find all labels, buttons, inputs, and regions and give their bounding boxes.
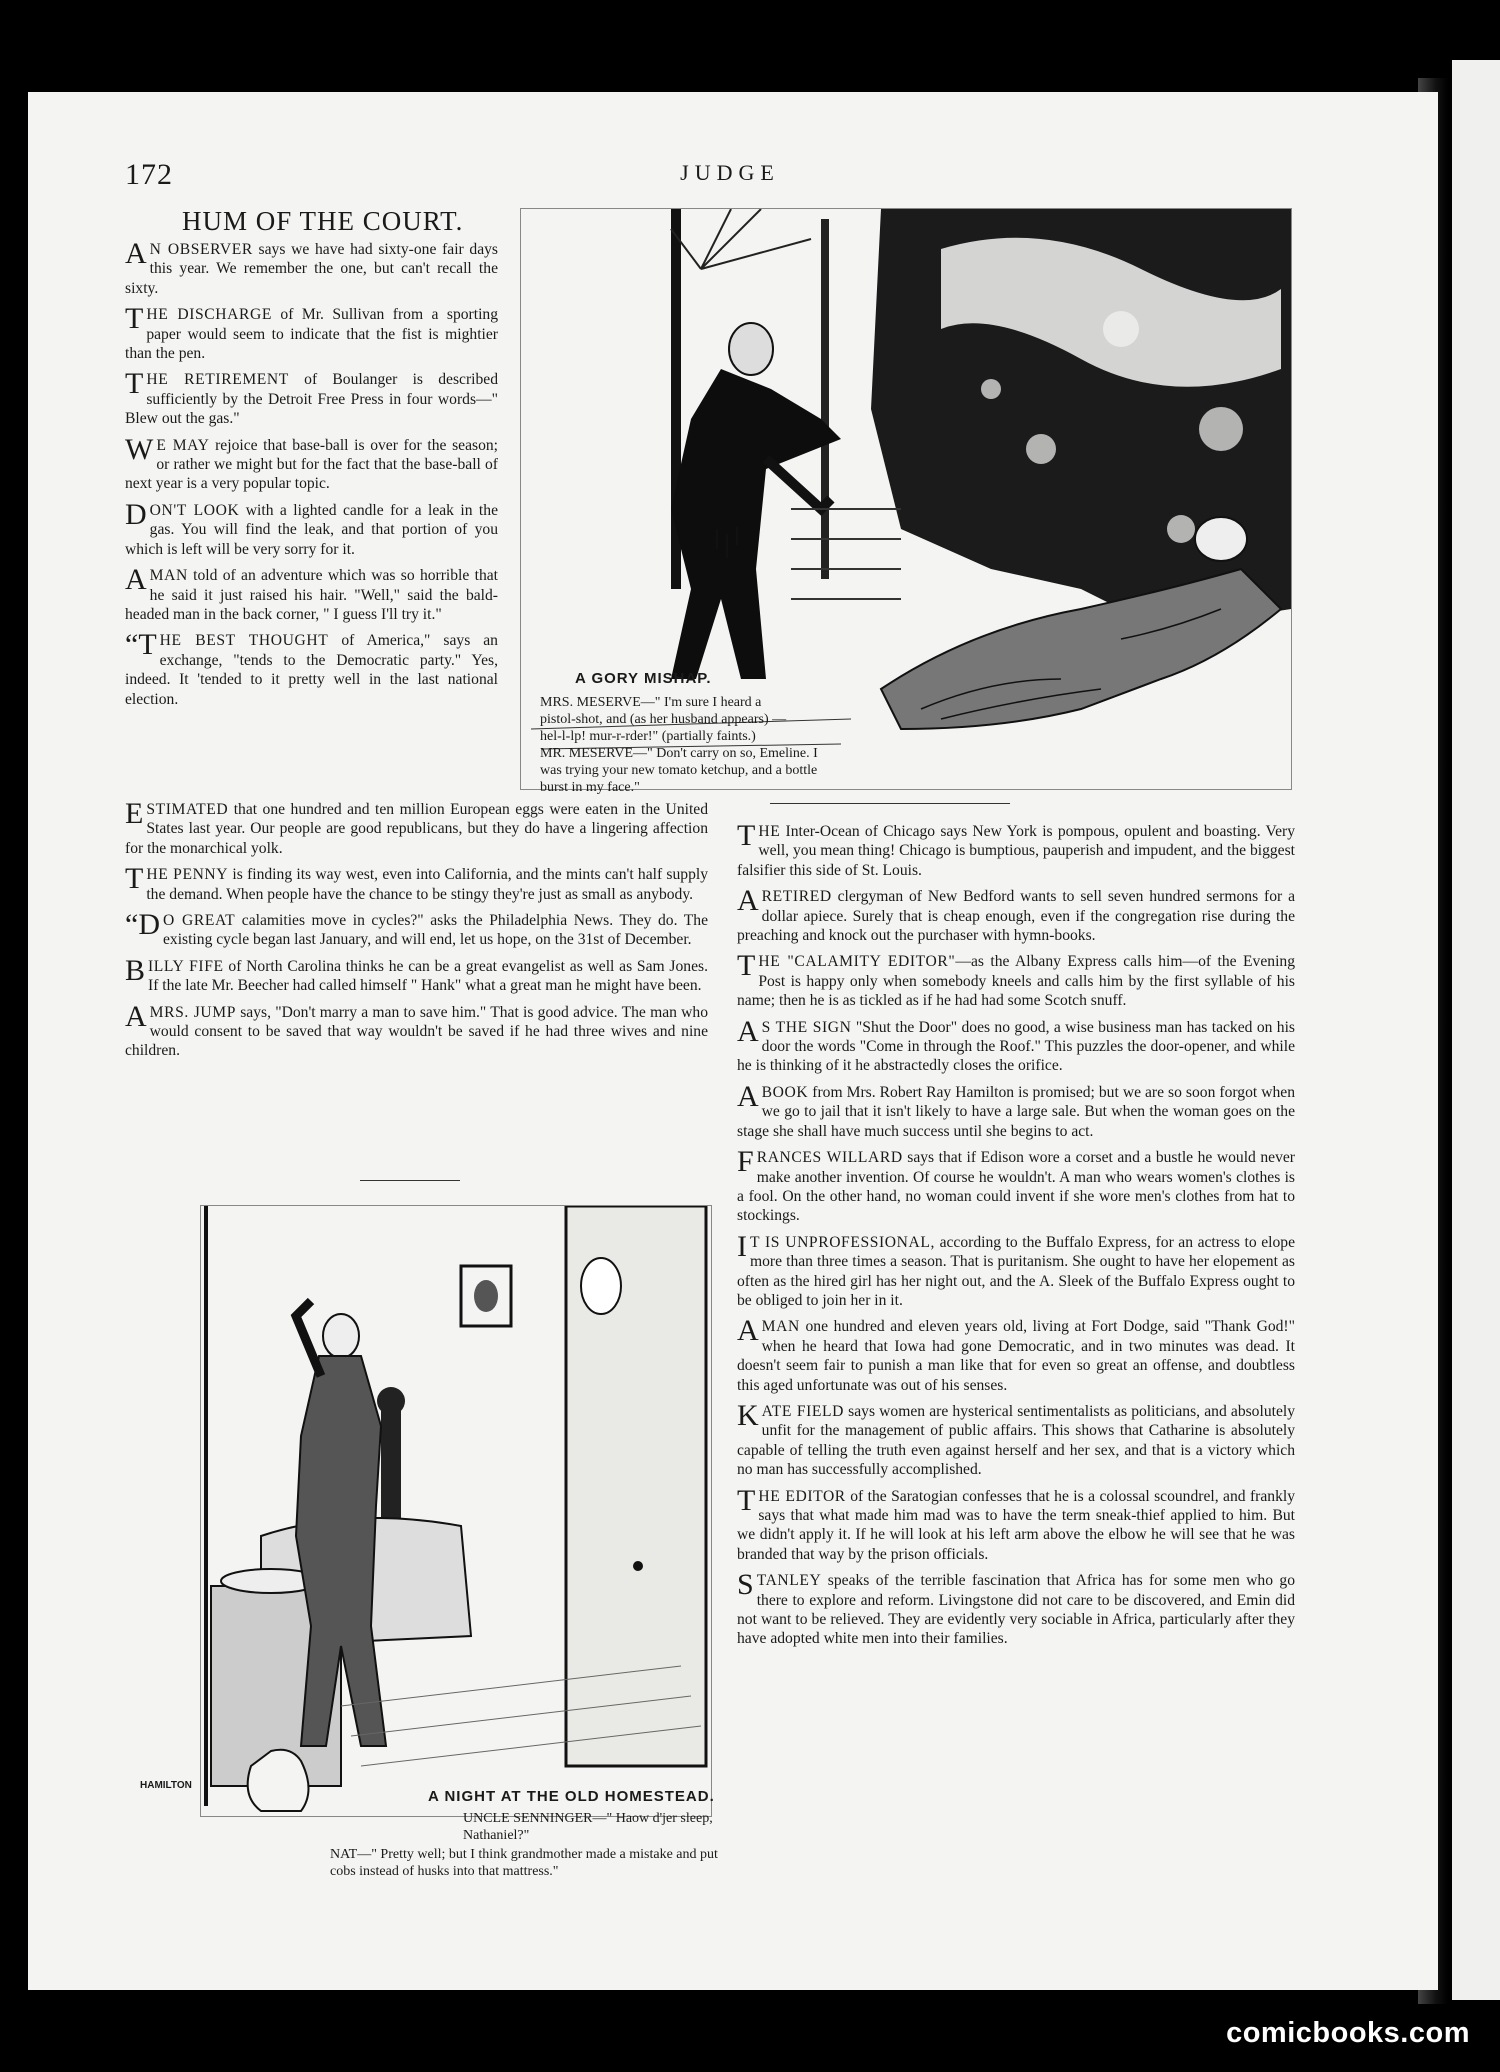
drop-cap: A [125,563,147,597]
cartoon2-caption-1: UNCLE SENNINGER—" Haow d'jer sleep, Nathaniel?" [463,1811,713,1843]
old-homestead-drawing [201,1206,711,1816]
page-number: 172 [125,158,173,191]
lead-in: S THE SIGN [761,1018,852,1036]
cartoon2-caption-2: NAT—" Pretty well; but I think grandmother made a mistake and put cobs instead of husks into that mattress." [330,1847,718,1879]
paragraph [125,563,498,624]
drop-cap: T [125,862,144,896]
paragraph-text: of Boulanger is described sufficiently by the Detroit Free Press in four words—" Blew out the gas." [125,371,498,428]
cartoon1-caption-2: MR. MESERVE—" Don't carry on so, Emeline. I was trying your new tomato ketchup, and a bottle burst in my face." [540,746,818,795]
paragraph [125,862,708,904]
paragraph-text: rejoice that base-ball is over for the season; or rather we might but for the fact that the base-ball of next year is a very popular topic. [125,436,498,493]
paragraph-text: of the Saratogian confesses that he is a colossal scoundrel, and frankly says that what made him mad was to have the term sneak-thief applied to him. But we didn't apply it. If he will look at his left arm above the elbow he will see that he was branded that way by the prison officials. [737,1487,1295,1563]
paragraph-text: says we have had sixty-one fair days this year. We remember the one, but can't recall the sixty. [125,241,498,297]
paragraph [125,367,498,428]
lead-in: HE "CALAMITY EDITOR" [758,953,956,971]
paragraph-text: "Shut the Door" does no good, a wise business man has tacked on his door the words "Come in through the Roof." This puzzles the door-opener, and while he is thinking of it he abstractedly closes the orifice. [737,1018,1295,1075]
drop-cap: T [737,949,756,983]
drop-cap: A [737,1014,759,1048]
drop-cap: A [125,237,147,270]
paragraph-text: with a lighted candle for a leak in the gas. You will find the leak, and that portion of you which is left will be very sorry for it. [125,501,498,558]
paragraph [125,908,708,950]
next-page-edge [1452,60,1500,2000]
paragraph [737,1229,1295,1311]
lead-in: N OBSERVER [149,241,253,258]
lead-in: HE [758,823,781,840]
drop-cap: B [125,953,146,987]
lead-in: O GREAT [162,912,236,930]
paragraph [125,302,498,363]
lead-in: MAN [761,1318,800,1336]
paragraph [737,1145,1295,1226]
lead-in: STIMATED [146,801,229,818]
drop-cap: “T [125,628,157,662]
drop-cap: A [125,999,147,1033]
paragraph [125,628,498,709]
paragraph-text: of North Carolina thinks he can be a great evangelist as well as Sam Jones. If the late Mr. Beecher had called himself " Hank" what a great man he might have been. [148,957,708,995]
drop-cap: A [737,884,759,918]
paragraph-text: is finding its way west, even into California, and the mints can't half supply the demand. When people have the chance to be stingy they're just as small as anybody. [146,866,708,903]
paragraph [125,953,708,996]
lead-in: HE RETIREMENT [146,371,289,389]
lead-in: ON'T LOOK [149,501,240,519]
paragraph [125,999,708,1061]
drop-cap: T [737,1483,756,1517]
watermark: comicbooks.com [1226,2017,1470,2049]
lead-in: BOOK [761,1083,809,1101]
cartoon1-caption-1: MRS. MESERVE—" I'm sure I heard a pistol-shot, and (as her husband appears) —hel-l-lp! mur-r-rder!" (partially faints.) [540,695,787,744]
paragraph [737,884,1295,945]
lead-in: RANCES WILLARD [756,1149,903,1167]
paragraph [737,1314,1295,1395]
cartoon2-title: A NIGHT AT THE OLD HOMESTEAD. [428,1788,715,1805]
section-title: HUM OF THE COURT. [182,206,464,236]
paragraph-text: calamities move in cycles?" asks the Philadelphia News. They do. The existing cycle began last January, and will end, let us hope, on the 31st of December. [162,912,708,949]
paragraph-text: told of an adventure which was so horrible that he said it just raised his hair. "Well," said the bald-headed man in the back corner, " I guess I'll try it." [125,567,498,623]
lead-in: ILLY FIFE [148,957,224,975]
lead-in: RETIRED [761,888,832,906]
paragraph [737,1014,1295,1076]
paragraph-text: of Mr. Sullivan from a sporting paper would seem to indicate that the fist is mightier than the pen. [125,306,498,363]
lead-in: E MAY [156,436,210,454]
drop-cap: I [737,1229,747,1263]
lead-in: HE EDITOR [758,1487,846,1505]
drop-cap: T [125,367,144,401]
lead-in: T IS UNPROFESSIONAL, [750,1233,936,1251]
paragraph-text: from Mrs. Robert Ray Hamilton is promised; but we are so soon forgot when we go to jail that it isn't likely to have a large sale. But when the woman goes on the stage she shall have much success until she begins to act. [737,1083,1295,1140]
paragraph-text: —as the Albany Express calls him—of the Evening Post is happy only when somebody kneels and calls him by the first syllable of his name; then he is as tickled as if he had had some Scotch snuff. [737,953,1295,1010]
column-1 [125,237,498,716]
divider-rule-2 [360,1180,460,1181]
masthead: JUDGE [680,160,780,185]
lead-in: MAN [149,567,188,585]
drop-cap: D [125,497,147,531]
lead-in: HE DISCHARGE [146,306,272,324]
artist-signature: HAMILTON [140,1780,192,1791]
paragraph-text: of America," says an exchange, "tends to the Democratic party." Yes, indeed. It 'tended to it pretty well in the last national election. [125,632,498,708]
paragraph [737,1568,1295,1649]
drop-cap: E [125,797,144,830]
paragraph-text: clergyman of New Bedford wants to sell seven hundred sermons for a dollar apiece. Surely that is cheap enough, even if the congregation rise during the preaching and knock out the purchaser with hymn-books. [737,888,1295,945]
drop-cap: T [125,302,144,336]
paragraph-text: speaks of the terrible fascination that Africa has for some men who go there to explore and reform. Livingstone did not care to be discovered, and Emin did not want to be relieved. They are evidently very sociable in Africa, particularly after they have adopted white men into their families. [737,1572,1295,1648]
paragraph [125,797,708,858]
paragraph [125,497,498,559]
paragraph-text: Inter-Ocean of Chicago says New York is pompous, opulent and boasting. Very well, you mean thing! Chicago is bumptious, pauperish and impudent, and the biggest falsifier this side of St. Louis. [737,823,1295,879]
lead-in: ATE FIELD [761,1402,844,1420]
paragraph [737,949,1295,1010]
drop-cap: A [737,1314,759,1348]
paragraph [737,1398,1295,1480]
drop-cap: S [737,1568,754,1602]
column-right [737,819,1295,1656]
drop-cap: W [125,432,154,466]
paragraph [737,1079,1295,1141]
paragraph-text: that one hundred and ten million European eggs were eaten in the United States last year. Our people are good republicans, but they do have a lingering affection for the monarchical yolk. [125,801,708,857]
paragraph-text: according to the Buffalo Express, for an actress to elope more than three times a season. That is puritanism. She ought to have her elopement as often as the hired girl has her night out, and the A. Sleek of the Buffalo Express ought to be obliged to join her in it. [737,1233,1295,1309]
drop-cap: “D [125,908,160,942]
paragraph [737,1483,1295,1565]
paragraph-text: says that if Edison wore a corset and a bustle he would never make another invention. Of course he wouldn't. A man who wears women's clothes is a fool. On the other hand, no woman could invent if she wore men's clothes from hat to stockings. [737,1149,1295,1225]
lead-in: HE BEST THOUGHT [159,632,329,650]
cartoon1-title: A GORY MISHAP. [575,670,712,687]
paragraph [125,237,498,298]
lead-in: MRS. JUMP [149,1003,237,1021]
lead-in: TANLEY [756,1572,822,1590]
drop-cap: A [737,1079,759,1113]
lead-in: HE PENNY [146,866,229,884]
paragraph [125,432,498,494]
cartoon-old-homestead [200,1205,712,1817]
column-lower-left [125,797,708,1068]
paragraph [737,819,1295,880]
drop-cap: T [737,819,756,852]
paragraph-text: says, "Don't marry a man to save him." That is good advice. The man who would consent to be saved that way wouldn't be saved if he had three wives and nine children. [125,1003,708,1060]
drop-cap: F [737,1145,754,1179]
divider-rule [770,803,1010,804]
drop-cap: K [737,1398,759,1432]
paragraph-text: says women are hysterical sentimentalists as politicians, and absolutely unfit for the management of public affairs. This shows that Catharine is absolutely capable of telling the truth even against herself and her sex, and that is a victory which no man has successfully accomplished. [737,1402,1295,1479]
paragraph-text: one hundred and eleven years old, living at Fort Dodge, said "Thank God!" when he heard that Iowa had gone Democratic, and in two minutes was dead. It doesn't seem fair to punish a man like that for even so great an offense, and doubtless this aged unfortunate was out of his senses. [737,1318,1295,1394]
